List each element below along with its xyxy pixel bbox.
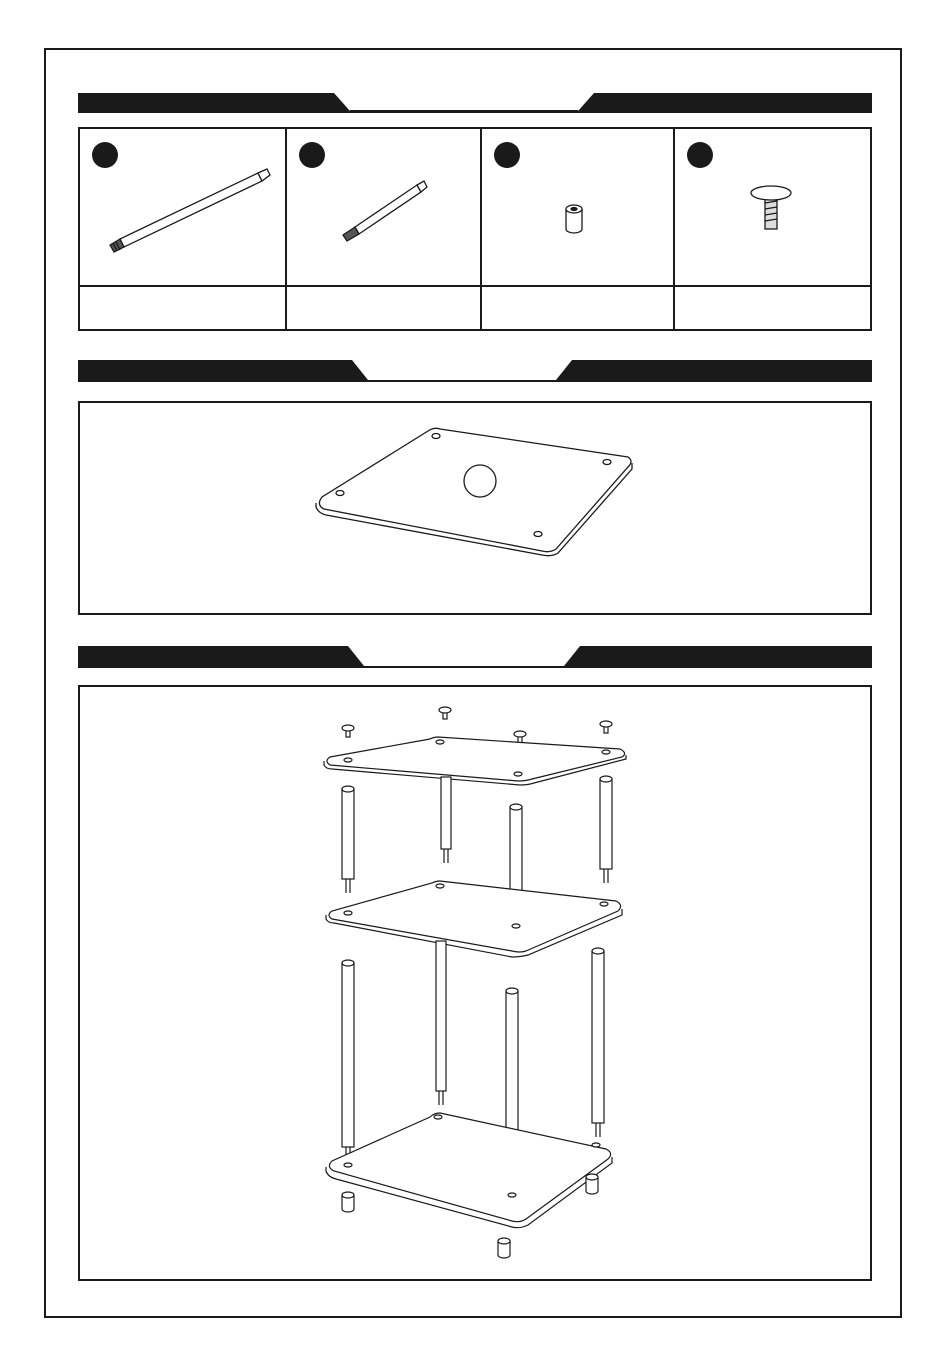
shelf-section-banner [78,360,872,384]
short-threaded-rod-icon [287,129,480,285]
long-threaded-rod-icon [80,129,285,285]
shelf-panel [78,401,872,615]
thumb-screw-icon [675,129,869,285]
part-c-label-cell [482,287,675,329]
part-b-label-cell [287,287,482,329]
foot-cap-icon [482,129,673,285]
three-tier-stand-exploded-view-icon [80,687,870,1279]
square-shelf-plate-icon [80,403,870,613]
part-c-cell [482,129,675,287]
part-d-cell [675,129,870,287]
part-a-cell [80,129,287,287]
part-a-label-cell [80,287,287,329]
parts-section-banner [78,93,872,117]
part-d-label-cell [675,287,870,329]
assembly-panel [78,685,872,1281]
assembly-section-banner [78,646,872,670]
parts-table [78,127,872,331]
part-b-cell [287,129,482,287]
